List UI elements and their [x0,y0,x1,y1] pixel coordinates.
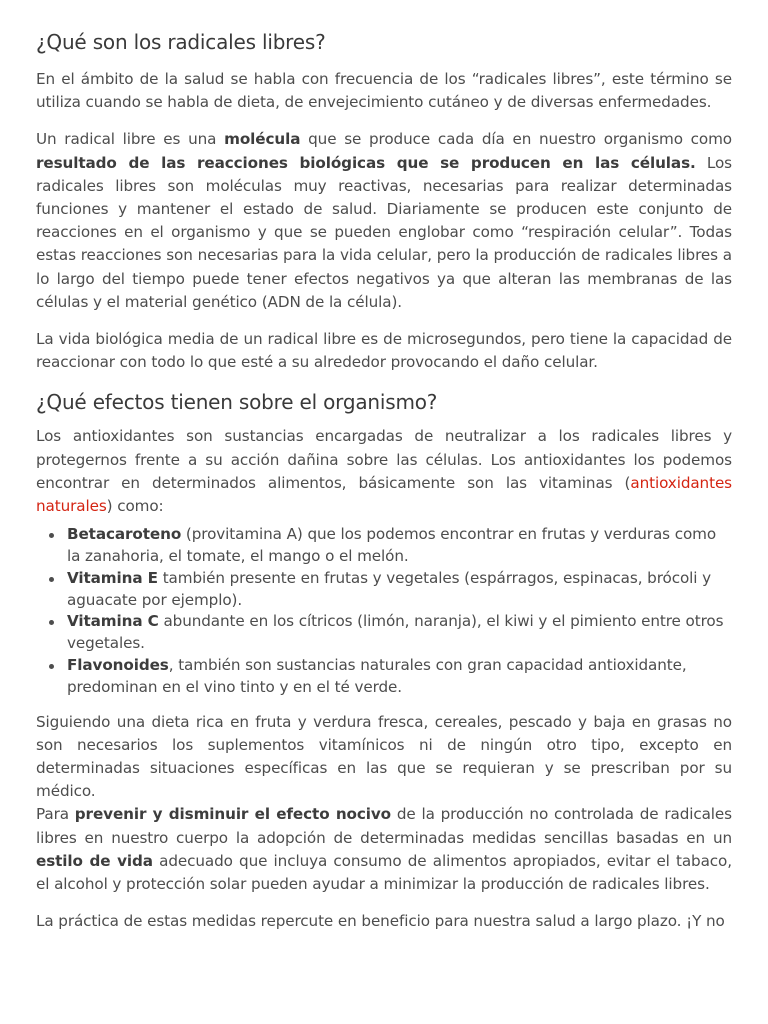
list-item-title: Vitamina E [67,568,158,587]
list-item-betacaroteno [67,524,732,568]
closing-paragraph: La práctica de estas medidas repercute en beneficio para nuestra salud a largo plazo. ¡Y no [36,912,725,931]
text-segment: Un radical libre es una [36,130,225,149]
article-body [36,28,732,947]
half-life-paragraph: La vida biológica media de un radical libre es de microsegundos, pero tiene la capacidad de reaccionar con todo lo que esté a su alrededor provocando el daño celular. [36,330,732,372]
list-item-text: (provitamina A) que los podemos encontrar en frutas y verduras como la zanahoria, el tomate, el mango o el melón. [67,525,717,566]
list-item-text: , también son sustancias naturales con gran capacidad antioxidante, predominan en el vino tinto y en el té verde. [67,656,687,696]
section-heading-what-are-free-radicals: ¿Qué son los radicales libres? [36,30,326,54]
diet-paragraph: Siguiendo una dieta rica en fruta y verdura fresca, cereales, pescado y baja en grasas no son necesarios los suplementos vitamínicos ni de ningún otro tipo, excepto en determinadas situaciones específicas en las que se requieran y se prescriban por su médico. [36,712,732,801]
bold-biological-reactions: resultado de las reacciones biológicas que se producen en las células. [36,153,696,172]
list-item-vitamina-e [67,568,732,612]
text-segment: que se produce cada día en nuestro organismo como [300,130,732,149]
list-item-text: también presente en frutas y vegetales (espárragos, espinacas, brócoli y aguacate por ejemplo). [67,568,711,609]
definition-paragraph [36,128,732,314]
text-segment: adecuado que incluya consumo de alimentos apropiados, evitar el tabaco, el alcohol y protección solar pueden ayudar a minimizar la producción de radicales libres. [36,851,732,894]
list-item-flavonoides [67,655,732,699]
list-item-title: Flavonoides [67,656,169,675]
section-heading-effects: ¿Qué efectos tienen sobre el organismo? [36,390,438,415]
list-item-title: Betacaroteno [67,525,182,544]
bold-lifestyle: estilo de vida [36,851,153,870]
list-item-vitamina-c [67,611,732,655]
bold-molecule: molécula [224,130,301,149]
intro-paragraph: En el ámbito de la salud se habla con frecuencia de los “radicales libres”, este término se utiliza cuando se habla de dieta, de envejecimiento cutáneo y de diversas enfermedades. [36,70,732,112]
text-segment: Los radicales libres son moléculas muy reactivas, necesarias para realizar determinadas funciones y mantener el estado de salud. Diariamente se producen este conjunto de reacciones en el organismo y que se pueden englobar como “respiración celular”. Todas estas reacciones son necesarias para la vida celular, pero la producción de radicales libres a lo largo del tiempo puede tener efectos negativos ya que alteran las membranas de las células y el material genético (ADN de la célula). [36,153,732,311]
text-segment: Para [36,805,75,824]
antioxidants-paragraph [36,425,732,518]
bold-prevent: prevenir y disminuir el efecto nocivo [74,805,392,824]
prevention-paragraph [36,803,732,896]
text-segment: Los antioxidantes son sustancias encargadas de neutralizar a los radicales libres y protegernos frente a su acción dañina sobre las células. Los antioxidantes los podemos encontrar en determinados alimentos, básicamente son las vitaminas ( [36,427,732,492]
antioxidant-list [36,524,732,698]
text-segment: ) como: [106,497,164,516]
list-item-title: Vitamina C [67,612,159,631]
list-item-text: abundante en los cítricos (limón, naranja), el kiwi y el pimiento entre otros vegetales. [67,612,724,653]
natural-antioxidants-link[interactable]: antioxidantes naturales [36,473,732,516]
text-segment: de la producción no controlada de radicales libres en nuestro cuerpo la adopción de determinadas medidas sencillas basadas en un [36,805,732,847]
